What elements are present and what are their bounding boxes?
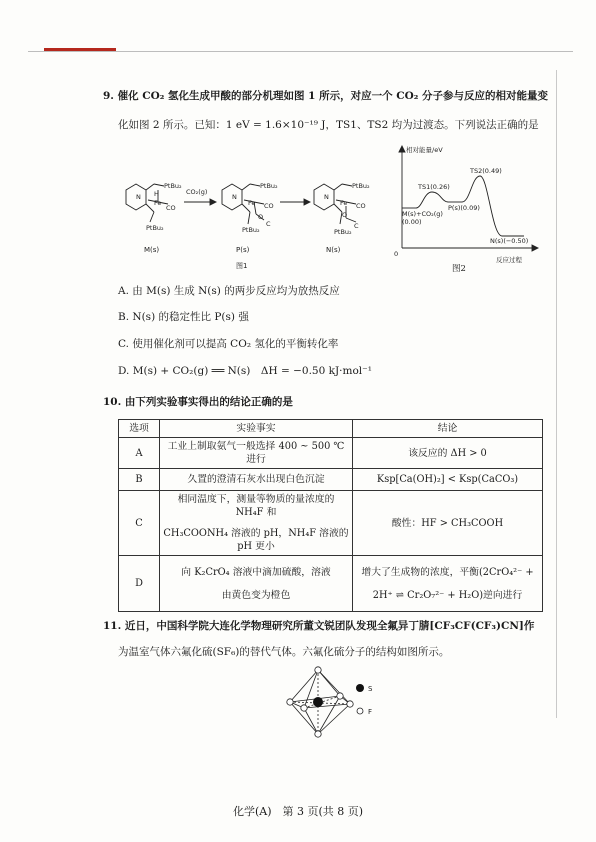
fig2-ylabel: 相对能量/eV [406, 146, 443, 154]
m-n-atom: N [136, 193, 141, 201]
row-fact: 久置的澄清石灰水出现白色沉淀 [160, 469, 353, 491]
row-conclusion: 增大了生成物的浓度，平衡(2CrO₄²⁻ + [361, 566, 534, 578]
n-pt-label: PtBu₂ [352, 182, 370, 190]
fig2-m-level-value: (0.00) [402, 218, 422, 226]
q9-option-b: B. N(s) 的稳定性比 P(s) 强 [118, 311, 249, 323]
figure1-mechanism [118, 172, 378, 272]
q9-option-c: C. 使用催化剂可以提高 CO₂ 氢化的平衡转化率 [118, 338, 339, 350]
header-conclusion: 结论 [353, 420, 543, 438]
fig2-origin: 0 [394, 250, 399, 258]
fig2-ts2-label: TS2(0.49) [470, 167, 502, 175]
row-fact-cell [160, 491, 353, 556]
row-fact-continued: 由黄色变为橙色 [221, 589, 291, 601]
table-row [119, 556, 543, 612]
p-pt-label: PtBu₂ [260, 182, 278, 190]
n-c-atom: C [354, 222, 359, 230]
row-conclusion-continued: 2H⁺ ⇌ Cr₂O₇²⁻ + H₂O)逆向进行 [372, 589, 523, 601]
q9-stem-line2: 化如图 2 所示。已知：1 eV = 1.6×10⁻¹⁹ J，TS1、TS2 均为过渡态。下列说法正确的是 [118, 119, 539, 131]
p-pt-label-lower: PtBu₂ [242, 226, 260, 234]
p-co-label: CO [264, 202, 274, 210]
row-fact-continued: CH₃COONH₄ 溶液的 pH，NH₄F 溶液的 pH 更小 [163, 528, 349, 552]
fig2-p-level-label: P(s)(0.09) [448, 204, 480, 212]
sf6-structure-figure [282, 664, 392, 742]
n-o-atom: O [342, 211, 348, 219]
row-fact: 相同温度下，测量等物质的量浓度的 NH₄F 和 [177, 494, 335, 518]
legend-s-label: S [368, 685, 373, 693]
m-co-label: CO [166, 204, 176, 212]
table-row [119, 469, 543, 491]
q11-stem-line1: 11. 近日，中国科学院大连化学物理研究所董文锐团队发现全氟异丁腈[CF₃CF(CF₃)CN]作 [103, 620, 535, 632]
n-fe-atom: Fe [340, 199, 348, 207]
row-option: A [119, 438, 160, 469]
row-conclusion: 该反应的 ΔH > 0 [353, 438, 543, 469]
fig2-xlabel: 反应过程 [496, 256, 522, 264]
header-option: 选项 [119, 420, 160, 438]
p-label: P(s) [236, 246, 250, 254]
p-o-atom: O [258, 213, 264, 221]
p-n-atom: N [232, 193, 237, 201]
binding-line [556, 70, 557, 718]
q9-option-a: A. 由 M(s) 生成 N(s) 的两步反应均为放热反应 [118, 285, 340, 297]
legend-f-dot [357, 708, 363, 714]
row-option: B [119, 469, 160, 491]
row-fact-cell [160, 556, 353, 612]
table-row [119, 438, 543, 469]
figure2-energy-diagram [392, 144, 542, 270]
q11-stem-line2: 为温室气体六氟化硫(SF₆)的替代气体。六氟化硫分子的结构如图所示。 [118, 646, 450, 658]
n-pt-label-lower: PtBu₂ [334, 228, 352, 236]
fig2-ts1-label: TS1(0.26) [418, 183, 450, 191]
row-option: D [119, 556, 160, 612]
fig2-m-level-label: M(s)+CO₂(g) [402, 210, 443, 218]
m-label: M(s) [144, 246, 160, 254]
q9-option-d: D. M(s) + CO₂(g) ══ N(s) ΔH = −0.50 kJ·mol⁻¹ [118, 365, 372, 377]
q10-stem: 10. 由下列实验事实得出的结论正确的是 [103, 396, 293, 408]
table-row [119, 491, 543, 556]
legend-f-label: F [368, 708, 373, 716]
figure1-caption: 图1 [236, 262, 248, 270]
m-pt-label-lower: PtBu₂ [146, 224, 164, 232]
p-fe-atom: Fe [248, 199, 256, 207]
header-fact: 实验事实 [160, 420, 353, 438]
arrow1-reagent: CO₂(g) [186, 188, 208, 196]
figure2-caption: 图2 [452, 264, 466, 274]
q9-stem-line1: 9. 催化 CO₂ 氢化生成甲酸的部分机理如图 1 所示，对应一个 CO₂ 分子参与反应的相对能量变 [103, 90, 549, 102]
row-conclusion: 酸性：HF > CH₃COOH [353, 491, 543, 556]
row-fact: 工业上制取氨气一般选择 400 ~ 500 ℃进行 [160, 438, 353, 469]
row-conclusion-cell [353, 556, 543, 612]
table-header-row [119, 420, 543, 438]
m-fe-atom: Fe [154, 199, 162, 207]
top-rule [28, 51, 573, 52]
legend-s-dot [356, 684, 364, 692]
m-h-atom: H [154, 190, 159, 198]
fig2-n-level-label: N(s)(−0.50) [490, 237, 529, 245]
n-n-atom: N [324, 193, 329, 201]
p-c-atom: C [266, 220, 271, 228]
sulfur-atom [313, 697, 323, 707]
row-option: C [119, 491, 160, 556]
q10-experiment-table [118, 419, 543, 612]
n-label: N(s) [326, 246, 341, 254]
row-conclusion: Ksp[Ca(OH)₂] < Ksp(CaCO₃) [353, 469, 543, 491]
n-co-label: CO [356, 202, 366, 210]
page-footer: 化学(A) 第 3 页(共 8 页) [232, 805, 364, 818]
row-fact: 向 K₂CrO₄ 溶液中滴加硫酸，溶液 [181, 566, 331, 578]
m-pt-label: PtBu₂ [164, 182, 182, 190]
